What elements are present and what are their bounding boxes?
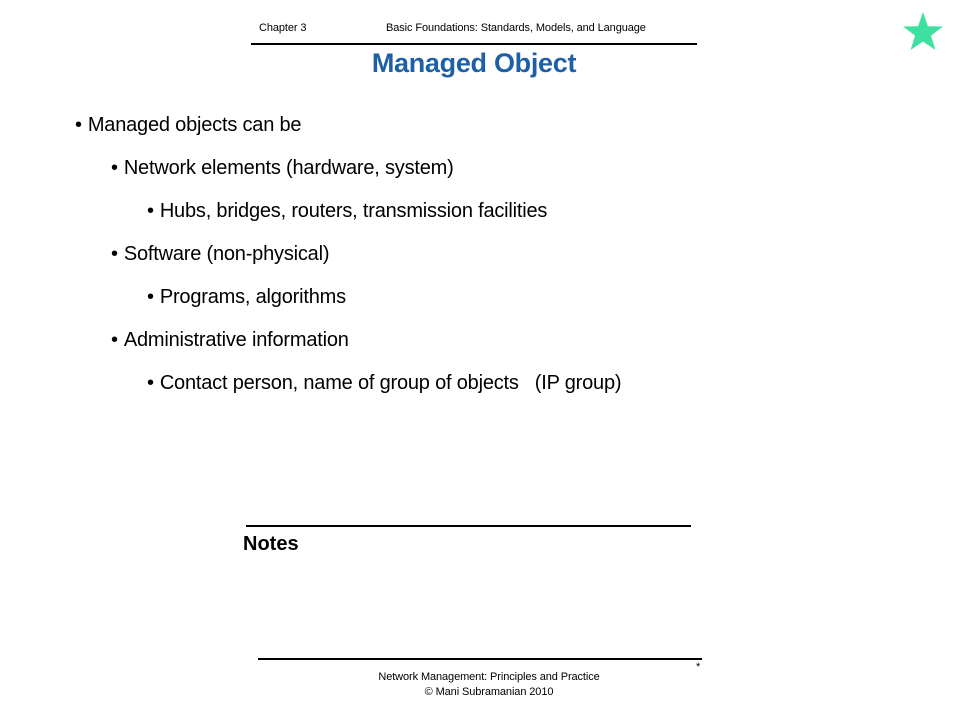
bullet-programs: • Programs, algorithms bbox=[147, 286, 346, 308]
footer-book-title: Network Management: Principles and Practice bbox=[378, 671, 600, 683]
bullet-software: • Software (non-physical) bbox=[111, 243, 330, 265]
header-title: Basic Foundations: Standards, Models, and Language bbox=[386, 22, 646, 34]
chapter-label: Chapter 3 bbox=[259, 22, 307, 34]
notes-divider bbox=[246, 525, 691, 527]
header-divider bbox=[251, 43, 697, 45]
bullet-contact-person: • Contact person, name of group of objects (IP group) bbox=[147, 372, 622, 394]
notes-label: Notes bbox=[243, 533, 299, 555]
slide-title: Managed Object bbox=[371, 48, 577, 78]
bullet-hubs-bridges: • Hubs, bridges, routers, transmission facilities bbox=[147, 200, 548, 222]
footer bbox=[360, 670, 618, 700]
footer-asterisk: * bbox=[696, 661, 701, 673]
bullet-administrative: • Administrative information bbox=[111, 329, 349, 351]
star-icon[interactable] bbox=[902, 11, 944, 53]
footer-copyright: © Mani Subramanian 2010 bbox=[424, 686, 554, 698]
bullet-managed-objects: • Managed objects can be bbox=[75, 114, 302, 136]
footer-divider bbox=[258, 658, 702, 660]
bullet-network-elements: • Network elements (hardware, system) bbox=[111, 157, 454, 179]
